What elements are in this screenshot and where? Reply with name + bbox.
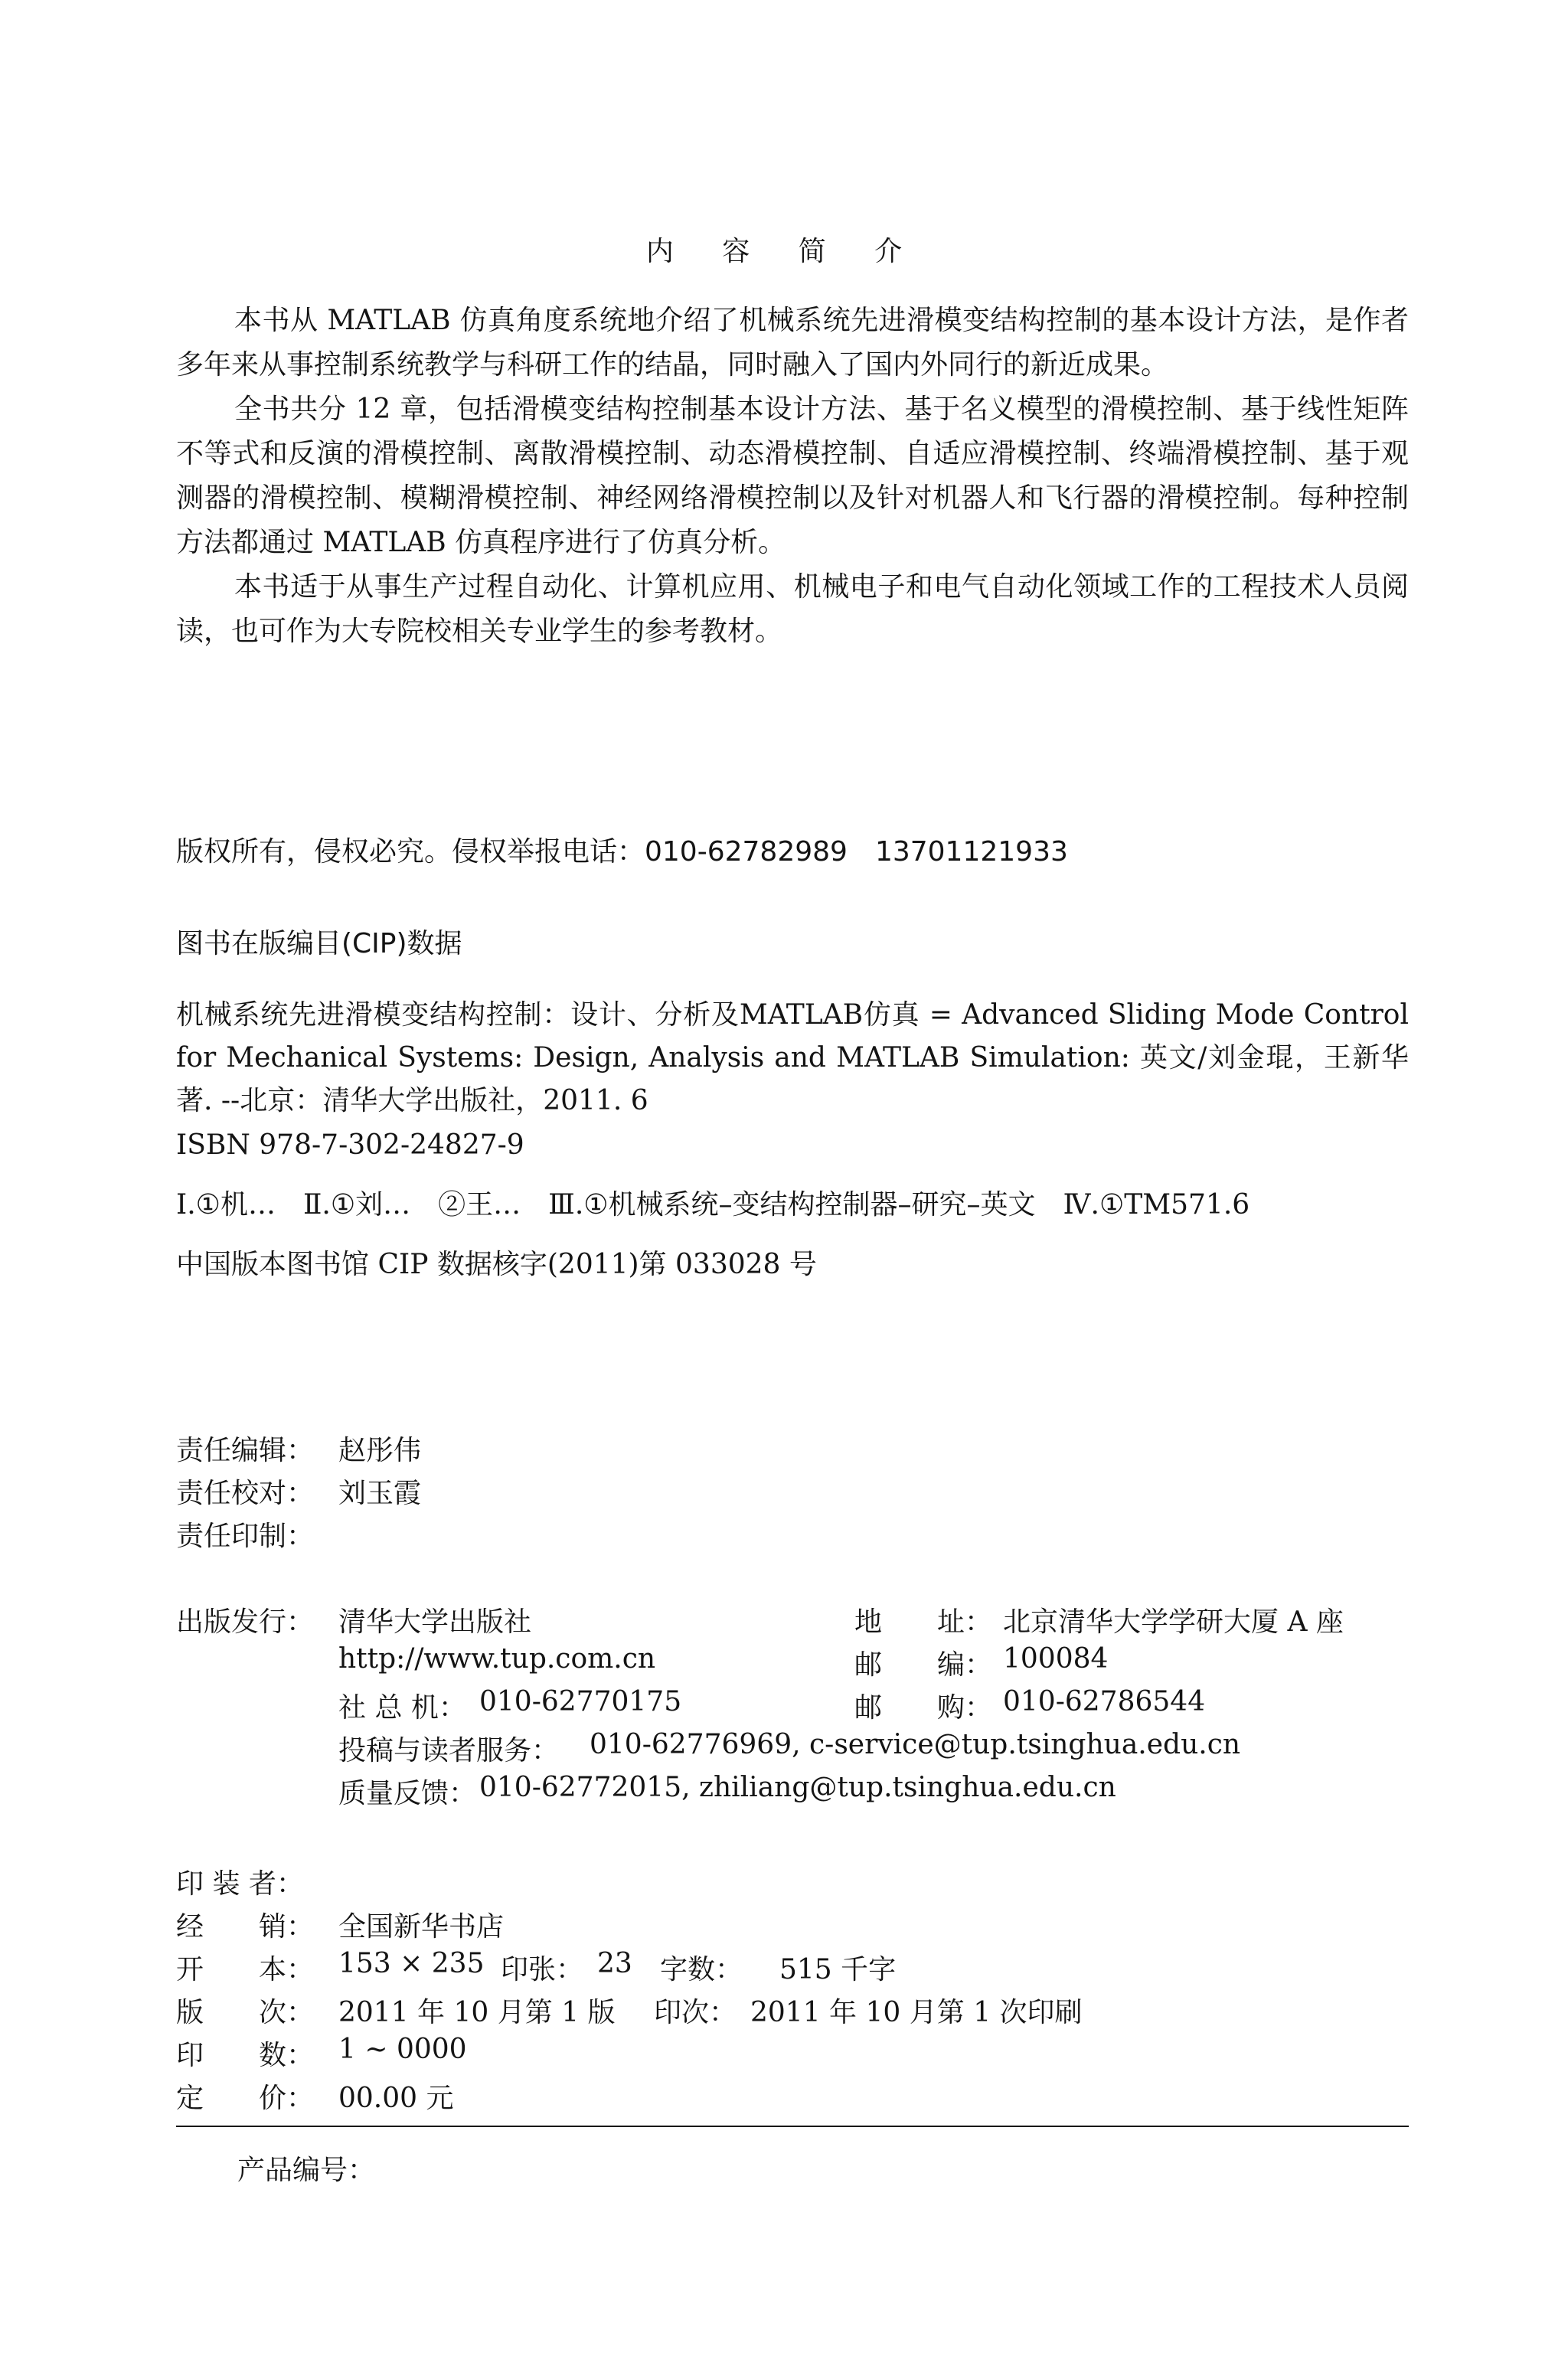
editor-label: 责任编辑： xyxy=(176,1435,315,1466)
publisher-name: 清华大学出版社 xyxy=(338,1606,532,1638)
copyright-notice: 版权所有，侵权必究。侵权举报电话：010-62782989 13701121933 xyxy=(176,836,1068,868)
submission-label: 投稿与读者服务： xyxy=(338,1735,560,1766)
isbn: ISBN 978-7-302-24827-9 xyxy=(176,1129,524,1161)
copies-label: 印 数： xyxy=(176,2040,315,2071)
copies-value: 1 ~ 0000 xyxy=(338,2034,467,2065)
intro-paragraph: 全书共分 12 章，包括滑模变结构控制基本设计方法、基于名义模型的滑模控制、基于线性矩阵不等式和反演的滑模控制、离散滑模控制、动态滑模控制、自适应滑模控制、终端滑模控制、基于观测器的滑模控制、模糊滑模控制、神经网络滑模控制以及针对机器人和飞行器的滑模控制。每种控制方法都通过 MATLAB 仿真程序进行了仿真分析。 xyxy=(176,394,1409,558)
sheets-label: 印张： xyxy=(501,1954,584,1985)
switchboard-label: 社 总 机： xyxy=(338,1692,466,1724)
product-code-label: 产品编号： xyxy=(237,2155,376,2186)
feedback-contact: 010-62772015, zhiliang@tup.tsinghua.edu.cn xyxy=(479,1772,1116,1803)
address-value: 北京清华大学学研大厦 A 座 xyxy=(1003,1606,1344,1638)
mail-order-number: 010-62786544 xyxy=(1003,1686,1206,1717)
impression-label: 印次： xyxy=(654,1997,737,2028)
edition-label: 版 次： xyxy=(176,1997,315,2028)
divider-line xyxy=(176,2126,1409,2127)
format-label: 开 本： xyxy=(176,1954,315,1985)
intro-paragraph: 本书从 MATLAB 仿真角度系统地介绍了机械系统先进滑模变结构控制的基本设计方法，是作者多年来从事控制系统教学与科研工作的结晶，同时融入了国内外同行的新近成果。 xyxy=(176,305,1409,381)
price-value: 00.00 元 xyxy=(338,2083,454,2114)
cip-record xyxy=(176,994,1409,1286)
intro-paragraph: 本书适于从事生产过程自动化、计算机应用、机械电子和电气自动化领域工作的工程技术人员阅读，也可作为大专院校相关专业学生的参考教材。 xyxy=(176,571,1409,647)
publisher-url: http://www.tup.com.cn xyxy=(338,1643,656,1675)
price-label: 定 价： xyxy=(176,2083,315,2114)
feedback-label: 质量反馈： xyxy=(338,1778,477,1809)
page-title: 内 容 简 介 xyxy=(645,236,923,267)
printer-label: 印 装 者： xyxy=(176,1868,304,1900)
edition-value: 2011 年 10 月第 1 版 xyxy=(338,1997,616,2028)
classification: Ⅰ.①机… Ⅱ.①刘… ②王… Ⅲ.①机械系统–变结构控制器–研究–英文 Ⅳ.①TM571.6 xyxy=(176,1189,1250,1221)
impression-value: 2011 年 10 月第 1 次印刷 xyxy=(750,1997,1083,2028)
introduction xyxy=(176,299,1409,654)
submission-contact: 010-62776969, c-service@tup.tsinghua.edu.cn xyxy=(590,1729,1241,1760)
proofreader-label: 责任校对： xyxy=(176,1478,315,1509)
sheets-value: 23 xyxy=(597,1948,632,1979)
postcode-label: 邮 编： xyxy=(854,1649,993,1681)
switchboard-number: 010-62770175 xyxy=(479,1686,682,1717)
distributor-value: 全国新华书店 xyxy=(338,1911,505,1943)
format-value: 153 × 235 xyxy=(338,1948,485,1979)
publisher-label: 出版发行： xyxy=(176,1606,315,1638)
postcode-value: 100084 xyxy=(1003,1643,1109,1675)
mail-order-label: 邮 购： xyxy=(854,1692,993,1724)
distributor-label: 经 销： xyxy=(176,1911,315,1943)
address-label: 地 址： xyxy=(854,1606,993,1638)
print-supervisor-label: 责任印制： xyxy=(176,1521,315,1552)
cip-library-number: 中国版本图书馆 CIP 数据核字(2011)第 033028 号 xyxy=(176,1249,817,1280)
editor-value: 赵彤伟 xyxy=(338,1435,422,1466)
word-count-label: 字数： xyxy=(660,1954,743,1985)
word-count-value: 515 千字 xyxy=(779,1954,897,1985)
cip-record-text: 机械系统先进滑模变结构控制：设计、分析及MATLAB仿真 = Advanced Sliding Mode Control for Mechanical Systems: Design, Analysis and MATLAB Simulation: 英文/刘金琨，王新华著. --北京：清华大学出版社，2011. 6 xyxy=(176,999,1409,1116)
cip-heading: 图书在版编目(CIP)数据 xyxy=(176,928,462,959)
proofreader-value: 刘玉霞 xyxy=(338,1478,422,1509)
